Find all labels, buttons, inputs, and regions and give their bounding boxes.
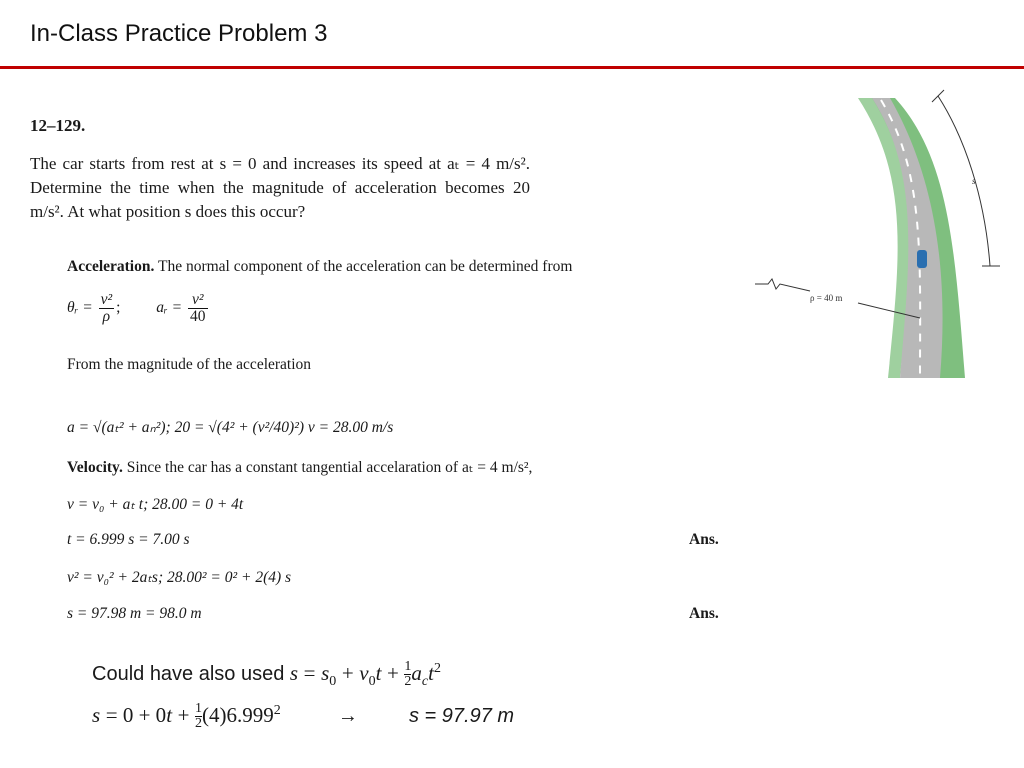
acceleration-intro — [67, 258, 572, 276]
problem-statement: The car starts from rest at s = 0 and increases its speed at aₜ = 4 m/s². Determine the time when the magnitude of acceleration becomes 20 m/s². At what position s does this occur? — [30, 154, 530, 221]
normal-accel-equation: θᵣ = $\frac{\text{v²}}{\rho}$ ; aᵣ = $\frac{\text{v²}}{40}$ — [67, 291, 206, 325]
velocity-heading: Velocity. — [67, 459, 123, 476]
velocity-text: Since the car has a constant tangential accelaration of aₜ = 4 m/s², — [126, 459, 533, 476]
position-equation: v² = v₀² + 2aₜs; 28.00² = 0² + 2(4) s — [67, 569, 292, 586]
rho-leader-left — [755, 279, 810, 291]
one-half-fraction: $\frac{1}{2}$ — [404, 659, 412, 689]
alternative-prefix: Could have also used — [92, 662, 285, 685]
rho-denominator: ρ — [102, 308, 111, 325]
answer-label-time: Ans. — [689, 531, 719, 548]
alternative-formula: Could have also used $s = s_0 + v_0t$ + $\frac{1}{2}$ $a_ct^2$ — [92, 659, 441, 689]
road-illustration — [750, 88, 1010, 388]
arrow-icon: → — [337, 704, 358, 727]
answer-label-position: Ans. — [689, 605, 719, 622]
rho-label: ρ = 40 m — [810, 293, 843, 303]
velocity-intro — [67, 458, 532, 477]
fraction-v2-40: $\frac{\text{v²}}{40}$ — [190, 291, 206, 325]
position-result: s = 97.98 m = 98.0 m — [67, 605, 202, 622]
acceleration-heading: Acceleration. — [67, 258, 155, 275]
forty-denominator: 40 — [190, 308, 206, 325]
curved-road-figure — [750, 88, 1010, 388]
one-half-fraction-2: $\frac{1}{2}$ — [195, 701, 202, 731]
velocity-equation: v = v₀ + aₜ t; 28.00 = 0 + 4t — [67, 496, 244, 513]
fraction-v2-rho: $\frac{\text{v²}}{\rho}$ — [100, 291, 113, 325]
time-result: t = 6.999 s = 7.00 s — [67, 531, 190, 548]
magnitude-equation: a = √(aₜ² + aₙ²); 20 = √(4² + (v²/40)²) v = 28.00 m/s — [67, 419, 394, 436]
alternative-result: s = 97.97 m — [409, 704, 515, 727]
car-icon — [917, 250, 927, 268]
s-label: s — [972, 176, 976, 186]
acceleration-text: The normal component of the acceleration can be determined from — [157, 258, 573, 275]
alternative-substitution: s = 0 + 0t + $\frac{1}{2}$ (4)6.999$^2$ → s = 97.97 m — [92, 701, 515, 731]
a-r-lhs: aᵣ = — [156, 299, 183, 317]
problem-number: 12–129. — [30, 116, 86, 135]
slide-title: In-Class Practice Problem 3 — [30, 20, 328, 47]
magnitude-text: From the magnitude of the acceleration — [67, 356, 312, 373]
title-divider — [0, 66, 1024, 69]
s-arc-tick-top — [932, 90, 944, 102]
theta-r-lhs: θᵣ = — [67, 299, 93, 317]
